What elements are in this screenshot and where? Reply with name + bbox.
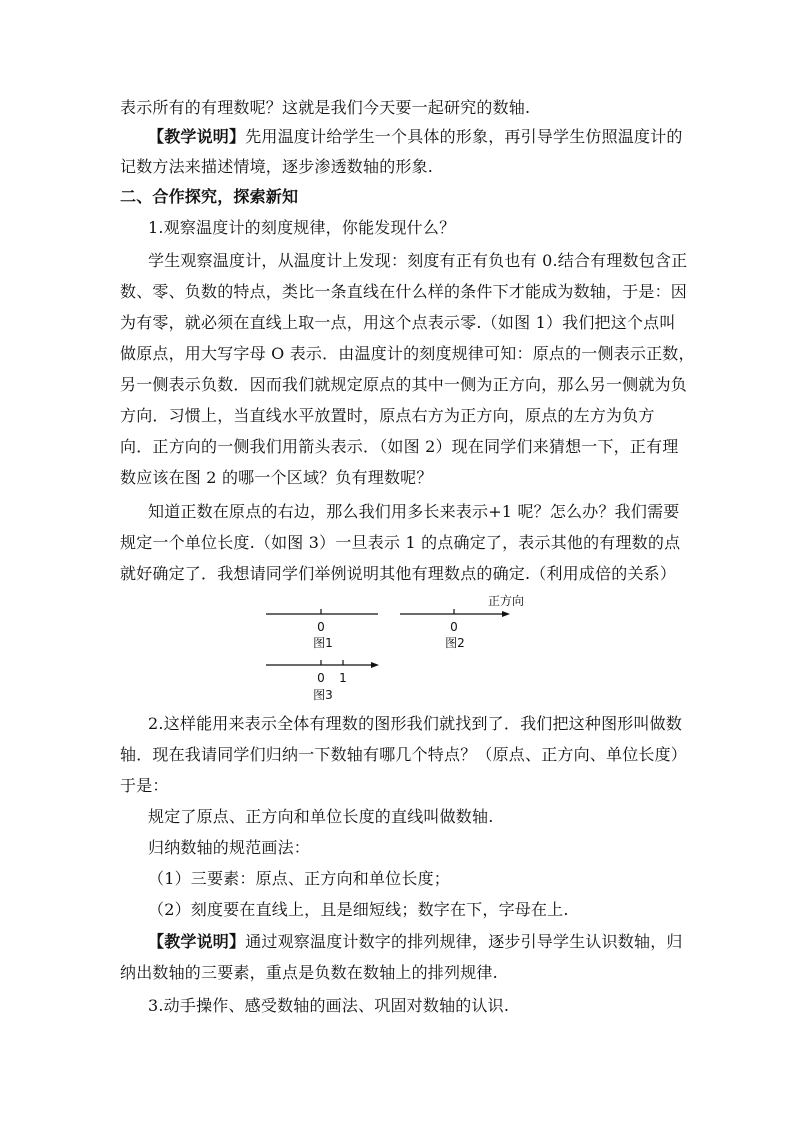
definition: 规定了原点、正方向和单位长度的直线叫做数轴. — [148, 807, 494, 826]
fig3-zero-label: 0 — [317, 671, 325, 685]
teaching-note-label: 【教学说明】 — [148, 932, 246, 951]
rule-2: （2）刻度要在直线上，且是细短线；数字在下，字母在上. — [148, 900, 569, 919]
figure-3 — [266, 660, 379, 702]
section-heading: 二、合作探究，探索新知 — [120, 187, 299, 206]
paragraph-line: 知道正数在原点的右边，那么我们用多长来表示+1 呢？怎么办？我们需要 — [148, 502, 680, 521]
fig1-zero-label: 0 — [317, 620, 325, 634]
intro-line: 表示所有的有理数呢？这就是我们今天要一起研究的数轴. — [120, 98, 531, 117]
question-3: 3.动手操作、感受数轴的画法、巩固对数轴的认识. — [148, 996, 510, 1015]
paragraph-line: 数应该在图 2 的哪一个区域？负有理数呢？ — [120, 468, 433, 487]
fig2-caption: 图2 — [445, 636, 465, 650]
fig2-direction-label: 正方向 — [487, 594, 525, 608]
fig2-arrowhead — [502, 611, 510, 617]
rule-1: （1）三要素：原点、正方向和单位长度； — [148, 869, 450, 888]
paragraph-line: 于是： — [120, 776, 169, 795]
paragraph-line: 另一侧表示负数．因而我们就规定原点的其中一侧为正方向，那么另一侧就为负 — [120, 375, 688, 394]
paragraph-line: 2.这样能用来表示全体有理数的图形我们就找到了．我们把这种图形叫做数 — [148, 714, 683, 733]
paragraph-line: 向．正方向的一侧我们用箭头表示．（如图 2）现在同学们来猜想一下，正有理 — [120, 437, 679, 456]
fig1-caption: 图1 — [313, 636, 333, 650]
paragraph-line: 为有零，就必须在直线上取一点，用这个点表示零.（如图 1）我们把这个点叫 — [120, 313, 676, 332]
teaching-note-1-cont: 记数方法来描述情境，逐步渗透数轴的形象. — [120, 157, 434, 176]
teaching-note-label: 【教学说明】 — [148, 127, 246, 146]
paragraph-line: 规定一个单位长度.（如图 3）一旦表示 1 的点确定了，表示其他的有理数的点 — [120, 533, 681, 552]
paragraph-line: 就好确定了．我想请同学们举例说明其他有理数点的确定.（利用成倍的关系） — [120, 564, 677, 583]
teaching-note-text: 先用温度计给学生一个具体的形象，再引导学生仿照温度计的 — [245, 127, 683, 146]
teaching-note-1 — [148, 127, 708, 147]
paragraph-line: 轴．现在我请同学们归纳一下数轴有哪几个特点？（原点、正方向、单位长度） — [120, 745, 688, 764]
question-1: 1.观察温度计的刻度规律，你能发现什么？ — [148, 218, 456, 237]
paragraph-line: 做原点，用大写字母 O 表示．由温度计的刻度规律可知：原点的一侧表示正数， — [120, 344, 695, 363]
fig3-arrowhead — [371, 662, 379, 668]
figure-1 — [266, 609, 378, 650]
fig3-caption: 图3 — [313, 688, 333, 702]
method-title: 归纳数轴的规范画法： — [148, 838, 311, 857]
teaching-note-2-cont: 纳出数轴的三要素，重点是负数在数轴上的排列规律. — [120, 963, 498, 982]
fig3-one-label: 1 — [339, 671, 347, 685]
fig2-zero-label: 0 — [450, 620, 458, 634]
teaching-note-text: 通过观察温度计数字的排列规律，逐步引导学生认识数轴，归 — [245, 932, 683, 951]
paragraph-line: 方向．习惯上，当直线水平放置时，原点右方为正方向，原点的左方为负方 — [120, 406, 655, 425]
paragraph-line: 学生观察温度计，从温度计上发现：刻度有正有负也有 0.结合有理数包含正 — [148, 251, 688, 270]
paragraph-line: 数、零、负数的特点，类比一条直线在什么样的条件下才能成为数轴，于是：因 — [120, 282, 688, 301]
figure-2 — [400, 593, 524, 650]
teaching-note-2 — [148, 932, 708, 952]
